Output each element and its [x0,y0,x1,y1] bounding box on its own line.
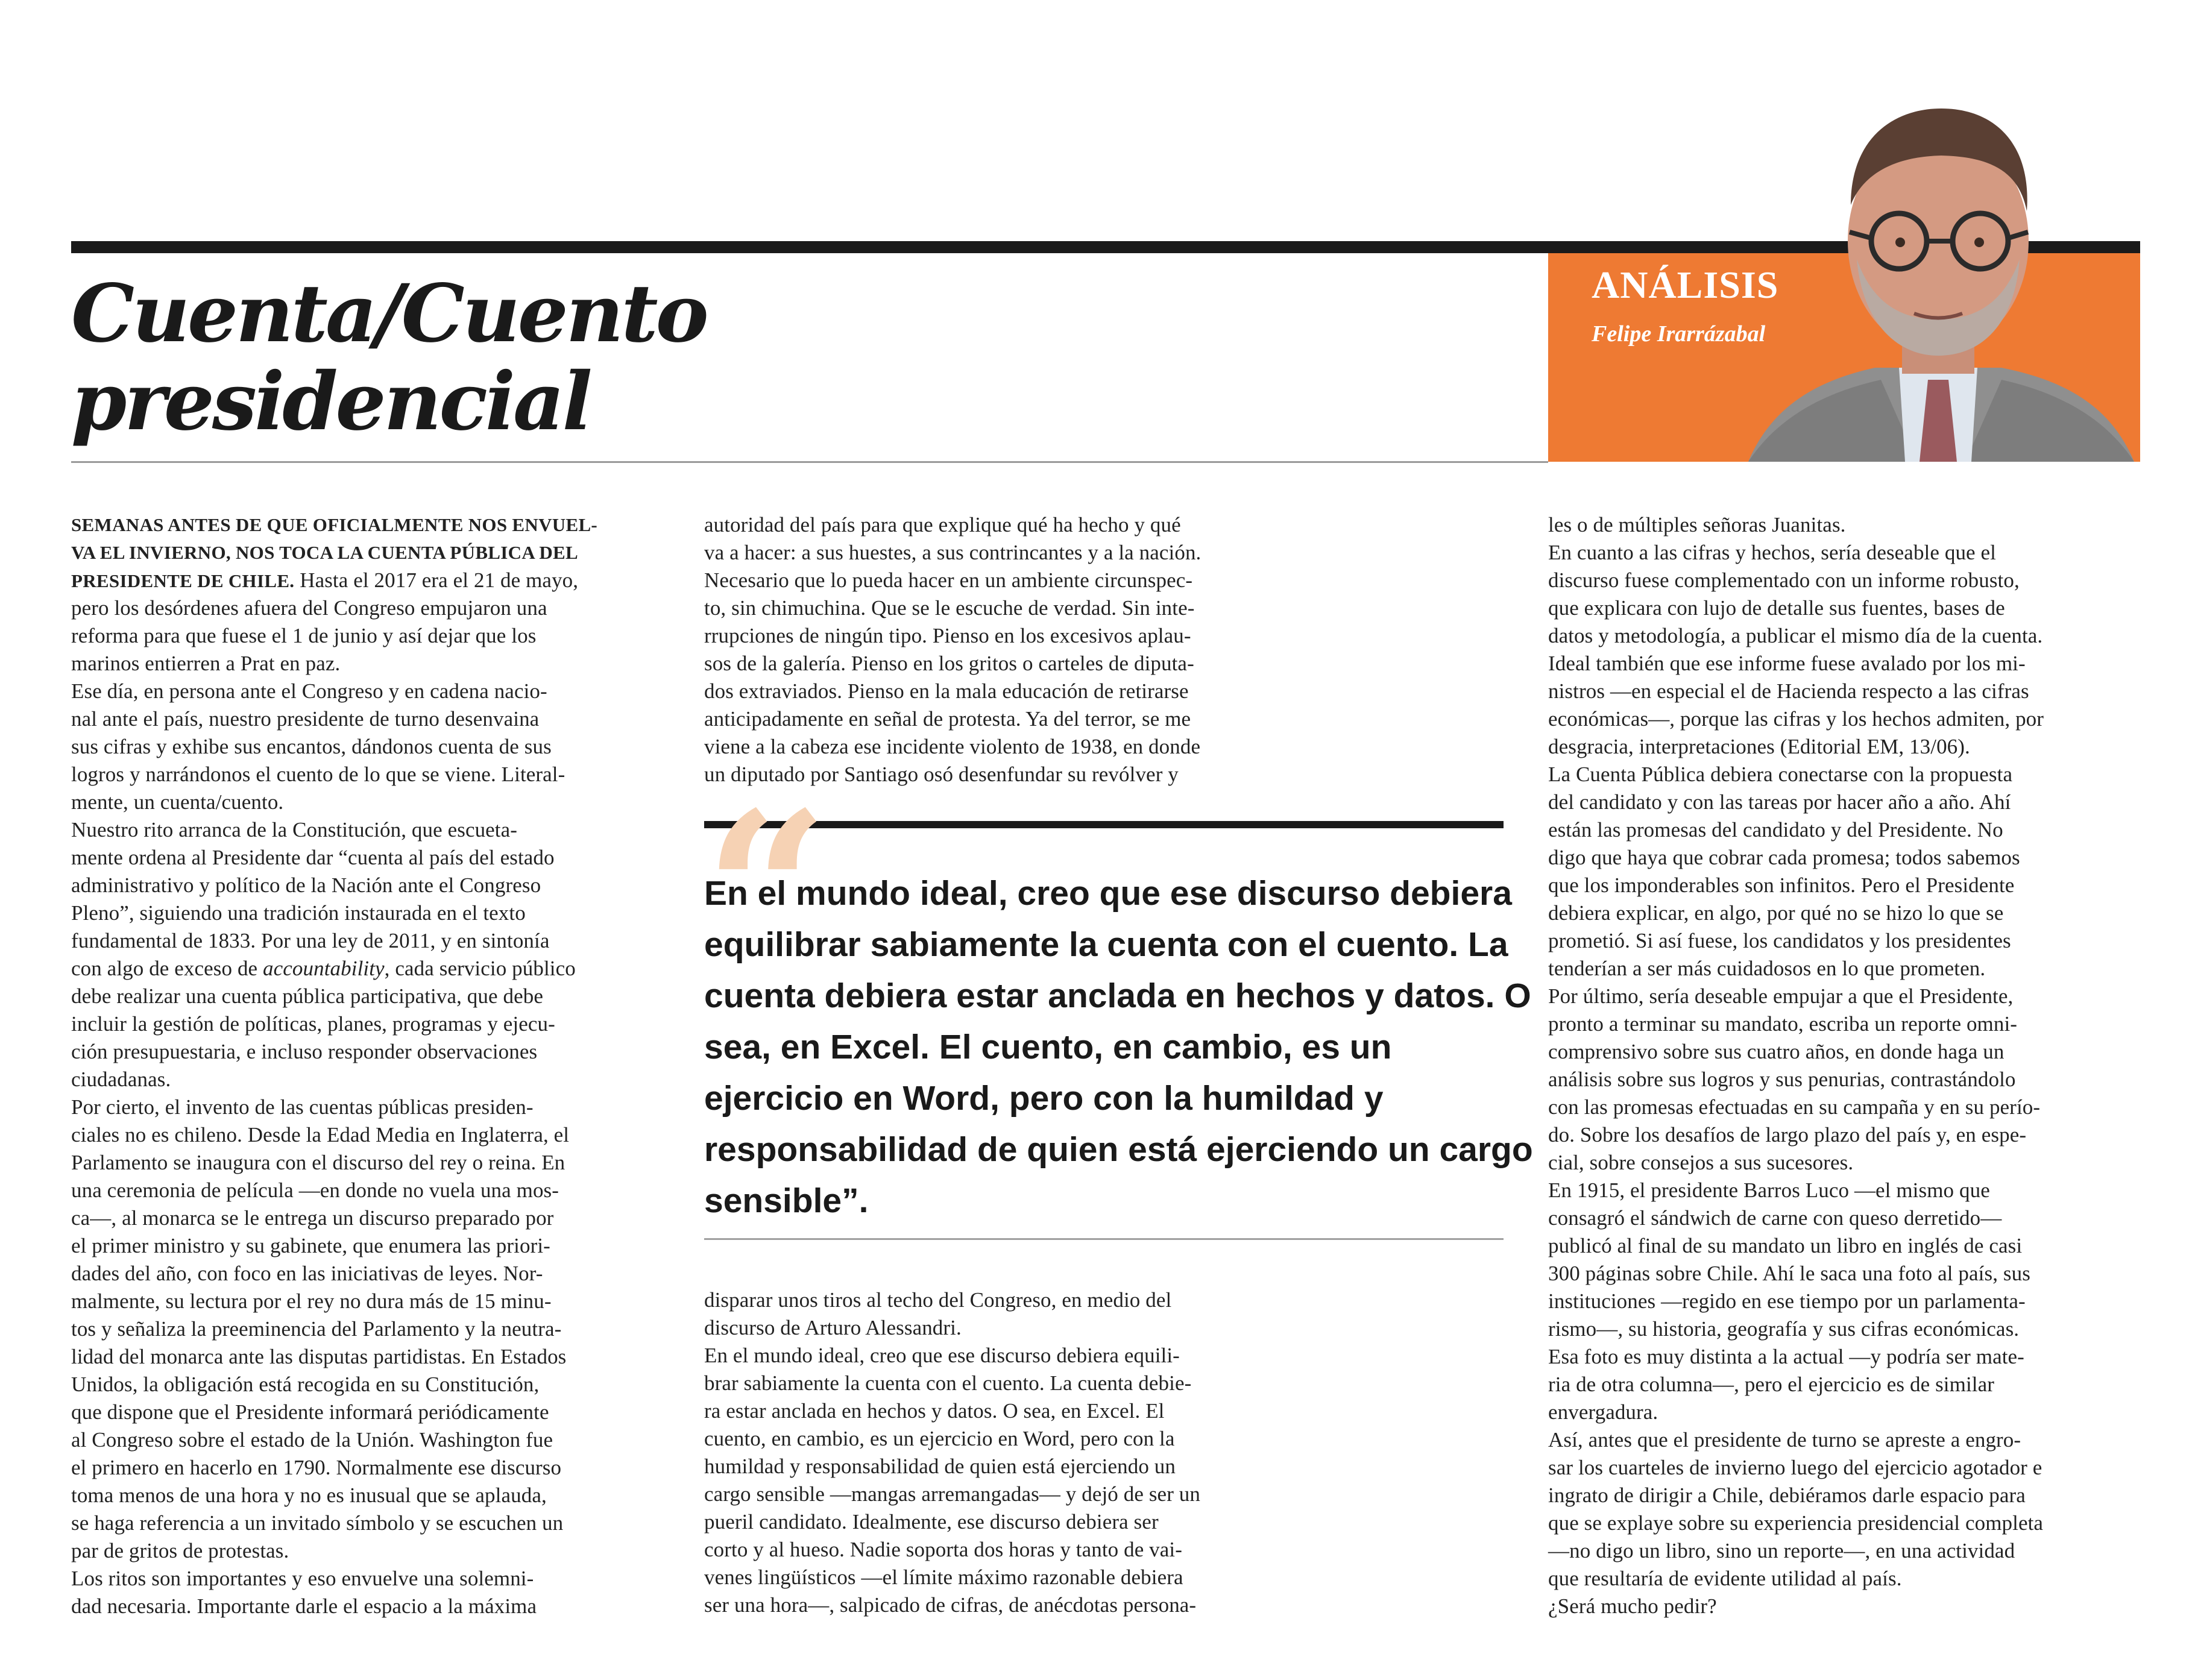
text-line: ción presupuestaria, e incluso responder observaciones [71,1040,538,1063]
text-line: instituciones —regido en ese tiempo por un parlamenta- [1548,1289,2026,1313]
text-line: ser una hora—, salpicado de cifras, de anécdotas persona- [704,1593,1197,1617]
text-line: Ese día, en persona ante el Congreso y en cadena nacio- [71,679,547,703]
text-line: cargo sensible —mangas arremangadas— y dejó de ser un [704,1482,1200,1506]
text-line: Pleno”, siguiendo una tradición instaurada en el texto [71,901,526,925]
text-line: pueril candidato. Idealmente, ese discurso debiera ser [704,1510,1159,1534]
text-line: dad necesaria. Importante darle el espacio a la máxima [71,1594,537,1618]
text-line: ingrato de dirigir a Chile, debiéramos darle espacio para [1548,1483,2026,1507]
text-line: tos y señaliza la preeminencia del Parlamento y la neutra- [71,1317,562,1341]
pull-quote [704,868,1533,1227]
text-line: debe realizar una cuenta pública participativa, que debe [71,984,543,1008]
column-3 [1548,511,2140,1620]
text-line: pero los desórdenes afuera del Congreso empujaron una [71,596,547,620]
text-line: que se explaye sobre su experiencia presidencial completa [1548,1511,2044,1535]
text-line: En cuanto a las cifras y hechos, sería deseable que el [1548,541,1996,564]
text-line: fundamental de 1833. Por una ley de 2011, y en sintonía [71,929,550,952]
text-line: ¿Será mucho pedir? [1548,1594,1717,1618]
text-line: Por último, sería deseable empujar a que el Presidente, [1548,984,2014,1008]
headline-line-2: presidencial [71,355,590,448]
lead-rest: Hasta el 2017 era el 21 de mayo, [294,568,579,592]
text-line: —no digo un libro, sino un reporte—, en una actividad [1548,1539,2015,1562]
text-line: se haga referencia a un invitado símbolo y se escuchen un [71,1511,564,1535]
quote-bottom-rule [704,1238,1504,1240]
text-line: comprensivo sobre sus cuatro años, en donde haga un [1548,1040,2005,1063]
text-line: En el mundo ideal, creo que ese discurso debiera equili- [704,1344,1180,1367]
text-line: publicó al final de su mandato un libro en inglés de casi [1548,1234,2023,1257]
text-line: cuento, en cambio, es un ejercicio en Word, pero con la [704,1427,1175,1450]
text-line: En 1915, el presidente Barros Luco —el mismo que [1548,1178,1990,1202]
text-line: económicas—, porque las cifras y los hechos admiten, por [1548,707,2044,731]
text-line: En el mundo ideal, creo que ese discurso debiera [704,874,1512,913]
text-line: sensible”. [704,1181,869,1220]
text-line: desgracia, interpretaciones (Editorial EM, 13/06). [1548,735,1970,758]
text-line: discurso fuese complementado con un informe robusto, [1548,568,2020,592]
text-line: mente, un cuenta/cuento. [71,790,284,814]
headline-divider [71,461,1548,463]
text-line: discurso de Arturo Alessandri. [704,1316,962,1339]
text-line: análisis sobre sus logros y sus penurias, contrastándolo [1548,1068,2016,1091]
text-line: les o de múltiples señoras Juanitas. [1548,513,1846,536]
text-line: que explicara con lujo de detalle sus fuentes, bases de [1548,596,2005,620]
text-line: autoridad del país para que explique qué ha hecho y qué [704,513,1181,536]
text-line: par de gritos de protestas. [71,1539,289,1562]
italic-term: accountability [263,957,385,980]
quote-marks-icon: “ [704,764,830,1019]
text-line: venes lingüísticos —el límite máximo razonable debiera [704,1565,1183,1589]
text-line: lidad del monarca ante las disputas partidistas. En Estados [71,1345,567,1368]
column-1 [71,511,662,1620]
text-line: rismo—, su historia, geografía y sus cifras económicas. [1548,1317,2020,1341]
text-line: nistros —en especial el de Hacienda respecto a las cifras [1548,679,2029,703]
text-line: cial, sobre consejos a sus sucesores. [1548,1151,1854,1174]
text-line: brar sabiamente la cuenta con el cuento. La cuenta debie- [704,1371,1192,1395]
text-line: humildad y responsabilidad de quien está ejerciendo un [704,1455,1176,1478]
text-line: equilibrar sabiamente la cuenta con el cuento. La [704,925,1508,964]
text-line: una ceremonia de película —en donde no vuela una mos- [71,1178,559,1202]
text-line: Unidos, la obligación está recogida en su Constitución, [71,1373,540,1396]
text-line: Los ritos son importantes y eso envuelve una solemni- [71,1567,534,1590]
text-line: mente ordena al Presidente dar “cuenta al país del estado [71,846,555,869]
text-line: dades del año, con foco en las iniciativas de leyes. Nor- [71,1262,543,1285]
lead-line-mixed [71,567,662,594]
author-name: Felipe Irarrázabal [1592,321,1766,347]
text-line: consagró el sándwich de carne con queso derretido— [1548,1206,2002,1230]
lead-line: VA EL INVIERNO, NOS TOCA LA CUENTA PÚBLICA DEL [71,542,578,563]
text-line: nal ante el país, nuestro presidente de turno desenvaina [71,707,540,731]
headline-line-1: Cuenta/Cuento [71,267,707,360]
article-headline [71,267,915,448]
text-line: incluir la gestión de políticas, planes, programas y ejecu- [71,1012,555,1036]
text-line: reforma para que fuese el 1 de junio y así dejar que los [71,624,537,647]
text-line: están las promesas del candidato y del Presidente. No [1548,818,2003,842]
text-line: malmente, su lectura por el rey no dura más de 15 minu- [71,1289,552,1313]
text-line: ca—, al monarca se le entrega un discurso preparado por [71,1206,554,1230]
text-line: viene a la cabeza ese incidente violento de 1938, en donde [704,735,1201,758]
text-line: disparar unos tiros al techo del Congreso, en medio del [704,1288,1172,1312]
text-line: rrupciones de ningún tipo. Pienso en los excesivos aplau- [704,624,1191,647]
text-line: 300 páginas sobre Chile. Ahí le saca una foto al país, sus [1548,1262,2030,1285]
text-line: marinos entierren a Prat en paz. [71,652,341,675]
text-line: envergadura. [1548,1400,1658,1424]
text-line: un diputado por Santiago osó desenfundar su revólver y [704,763,1179,786]
text-line: va a hacer: a sus huestes, a sus contrincantes y a la nación. [704,541,1202,564]
text-line: to, sin chimuchina. Que se le escuche de verdad. Sin inte- [704,596,1195,620]
text-line: ria de otra columna—, pero el ejercicio es de similar [1548,1373,1994,1396]
section-label: ANÁLISIS [1592,263,1779,306]
text-line: dos extraviados. Pienso en la mala educación de retirarse [704,679,1189,703]
text-line: corto y al hueso. Nadie soporta dos horas y tanto de vai- [704,1538,1182,1561]
text-line: Nuestro rito arranca de la Constitución, que escueta- [71,818,518,842]
text-line: anticipadamente en señal de protesta. Ya del terror, se me [704,707,1191,731]
text-line: que resultaría de evidente utilidad al país. [1548,1567,1902,1590]
text-line: sus cifras y exhibe sus encantos, dándonos cuenta de sus [71,735,552,758]
text-line: prometió. Si así fuese, los candidatos y los presidentes [1548,929,2011,952]
text-line: Parlamento se inaugura con el discurso del rey o reina. En [71,1151,565,1174]
text-line: logros y narrándonos el cuento de lo que se viene. Literal- [71,763,565,786]
text-line: ra estar anclada en hechos y datos. O sea, en Excel. El [704,1399,1165,1423]
text-line: La Cuenta Pública debiera conectarse con la propuesta [1548,763,2013,786]
text-line: sos de la galería. Pienso en los gritos o carteles de diputa- [704,652,1194,675]
text-line: Esa foto es muy distinta a la actual —y podría ser mate- [1548,1345,2024,1368]
text-line: administrativo y político de la Nación ante el Congreso [71,873,541,897]
text-line: con las promesas efectuadas en su campaña y en su perío- [1548,1095,2041,1119]
text-line: el primero en hacerlo en 1790. Normalmente ese discurso [71,1456,562,1479]
column-2-top [704,511,1301,788]
lead-line: SEMANAS ANTES DE QUE OFICIALMENTE NOS ENVUEL- [71,514,598,535]
text-line: pronto a terminar su mandato, escriba un reporte omni- [1548,1012,2018,1036]
text-line: debiera explicar, en algo, por qué no se hizo lo que se [1548,901,2004,925]
text-line: responsabilidad de quien está ejerciendo un cargo [704,1130,1533,1169]
author-portrait-icon [1736,66,2140,462]
text-line: ejercicio en Word, pero con la humildad y [704,1079,1384,1118]
text-line: do. Sobre los desafíos de largo plazo del país y, en espe- [1548,1123,2027,1147]
column-2-bottom [704,1286,1301,1619]
text-line: digo que haya que cobrar cada promesa; todos sabemos [1548,846,2020,869]
text-line: toma menos de una hora y no es inusual que se aplauda, [71,1483,547,1507]
text-line: que los imponderables son infinitos. Pero el Presidente [1548,873,2015,897]
text-line: Así, antes que el presidente de turno se apreste a engro- [1548,1428,2021,1452]
text-line: Necesario que lo pueda hacer en un ambiente circunspec- [704,568,1193,592]
text-line: que dispone que el Presidente informará periódicamente [71,1400,549,1424]
text-line: el primer ministro y su gabinete, que enumera las priori- [71,1234,550,1257]
text-line: con algo de exceso de accountability, cada servicio público [71,957,576,980]
text-line: sar los cuarteles de invierno luego del ejercicio agotador e [1548,1456,2042,1479]
lead-emphasis: PRESIDENTE DE CHILE. [71,570,295,591]
text-line: cuenta debiera estar anclada en hechos y datos. O [704,977,1531,1015]
text-line: ciales no es chileno. Desde la Edad Media en Inglaterra, el [71,1123,570,1147]
text-line: sea, en Excel. El cuento, en cambio, es un [704,1028,1392,1066]
text-line: del candidato y con las tareas por hacer año a año. Ahí [1548,790,2011,814]
text-line: datos y metodología, a publicar el mismo día de la cuenta. [1548,624,2043,647]
text-line: Ideal también que ese informe fuese avalado por los mi- [1548,652,2026,675]
text-line: al Congreso sobre el estado de la Unión. Washington fue [71,1428,553,1452]
text-line: tenderían a ser más cuidadosos en lo que prometen. [1548,957,1986,980]
text-line: ciudadanas. [71,1068,171,1091]
text-line: Por cierto, el invento de las cuentas públicas presiden- [71,1095,534,1119]
